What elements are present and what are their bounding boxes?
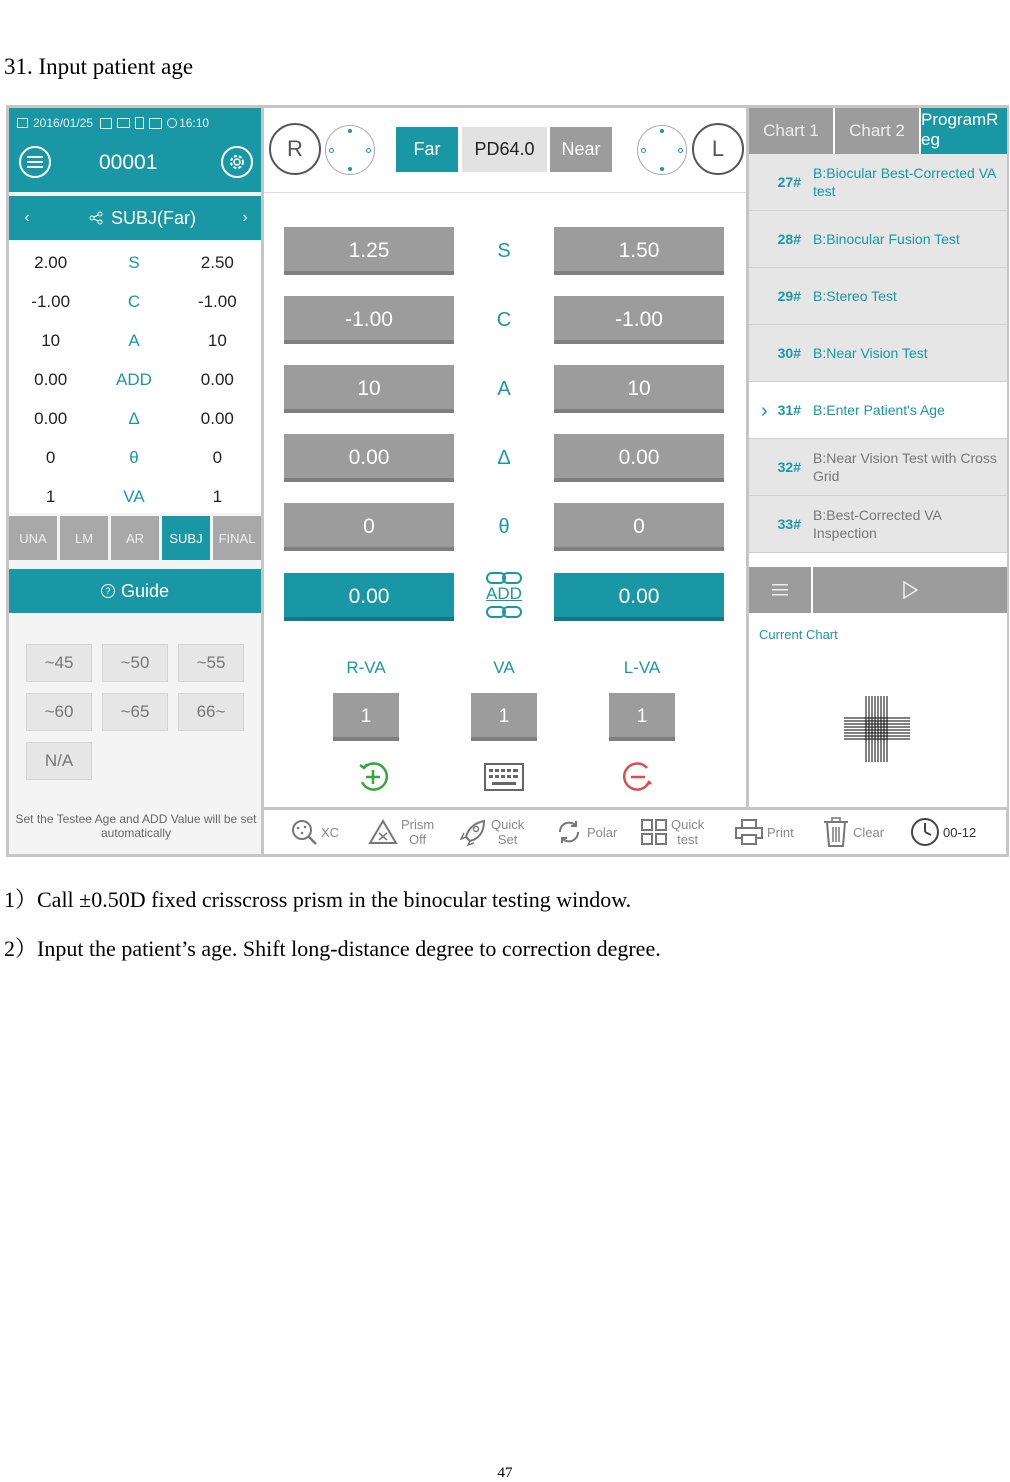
next-mode-button[interactable]: ›	[242, 209, 248, 226]
print-label: Print	[767, 824, 794, 840]
va-label: VA	[493, 658, 515, 677]
cross-grid-chart	[844, 696, 910, 762]
increase-button[interactable]	[356, 760, 390, 794]
tab-ar[interactable]: AR	[111, 516, 159, 560]
play-icon	[902, 581, 918, 599]
table-row: -1.00 C -1.00	[31, 291, 237, 311]
table-row: 0 θ 0	[45, 447, 223, 467]
table-row: 10 A 10	[41, 330, 227, 350]
left-value-table	[9, 241, 261, 513]
chart-play-button[interactable]	[813, 567, 1007, 613]
s-right-button[interactable]: 1.25	[284, 227, 454, 275]
prism-right-button[interactable]: 0.00	[284, 434, 454, 482]
gear-icon	[228, 153, 246, 171]
age-button[interactable]: ~50	[102, 644, 168, 682]
clock-icon	[167, 118, 177, 128]
clear-tool[interactable]	[822, 810, 884, 854]
table-row: 1 VA 1	[45, 486, 223, 506]
keyboard-icon	[484, 763, 524, 791]
age-button[interactable]: ~60	[26, 693, 92, 731]
age-grid	[9, 616, 261, 816]
step-2-text: 2）Input the patient’s age. Shift long-distance degree to correction degree.	[4, 936, 661, 961]
chart-menu-button[interactable]	[749, 567, 811, 613]
pd-value[interactable]: PD64.0	[462, 127, 547, 172]
table-row: 0.00 ADD 0.00	[34, 369, 234, 389]
prism-label-1: Prism	[401, 817, 435, 832]
guide-title: Guide	[120, 580, 170, 601]
tab-final[interactable]: FINAL	[213, 516, 261, 560]
c-right-button[interactable]: -1.00	[284, 296, 454, 344]
theta-left-button[interactable]: 0	[554, 503, 724, 551]
status-time: 16:10	[179, 116, 210, 130]
chart-tabs	[749, 108, 1007, 154]
calendar-icon	[17, 118, 28, 128]
refresh-icon	[554, 817, 584, 847]
tab-chart-1[interactable]: Chart 1	[749, 108, 833, 154]
clear-label: Clear	[853, 824, 885, 840]
link-icon	[486, 606, 522, 618]
screen-icon	[149, 118, 162, 129]
a-left-button[interactable]: 10	[554, 365, 724, 413]
chevron-right-icon: ›	[761, 400, 768, 422]
menu-icon	[27, 156, 43, 168]
l-va-label: L-VA	[623, 658, 661, 677]
list-item[interactable]: 32# B:Near Vision Test with Cross Grid	[749, 439, 1007, 496]
s-left-button[interactable]: 1.50	[554, 227, 724, 275]
keyboard-button[interactable]	[484, 762, 524, 792]
add-label: ADD	[486, 584, 522, 603]
plus-circle-icon	[356, 760, 390, 794]
tab-subj[interactable]: SUBJ	[162, 516, 210, 560]
mode-title: SUBJ(Far)	[111, 207, 196, 228]
app-screenshot	[6, 105, 1009, 857]
top-control-bar	[264, 108, 746, 193]
calculator-icon	[135, 117, 144, 129]
patient-id: 00001	[99, 151, 158, 174]
quick-set-tool[interactable]	[458, 810, 524, 854]
list-item[interactable]: 29# B:Stereo Test	[749, 268, 1007, 325]
far-button[interactable]: Far	[396, 127, 458, 172]
prism-label: Δ	[497, 446, 511, 469]
printer-icon	[734, 818, 764, 846]
settings-button[interactable]	[221, 146, 253, 178]
timer-tool[interactable]	[910, 810, 976, 854]
xc-label: XC	[321, 824, 340, 840]
table-row: 0.00 Δ 0.00	[34, 408, 234, 428]
mode-tabs	[9, 516, 261, 560]
minus-circle-icon	[621, 760, 655, 794]
quick-set-label-2: Set	[497, 832, 518, 847]
menu-icon	[772, 584, 788, 596]
quick-test-label-1: Quick	[671, 817, 705, 832]
age-button[interactable]: ~65	[102, 693, 168, 731]
list-item[interactable]: 33# B:Best-Corrected VA Inspection	[749, 496, 1007, 553]
tab-una[interactable]: UNA	[9, 516, 57, 560]
left-pane	[9, 108, 261, 854]
prev-mode-button[interactable]: ‹	[24, 209, 30, 226]
header-bar	[9, 108, 261, 192]
decrease-button[interactable]	[621, 760, 655, 794]
quick-set-label-1: Quick	[491, 817, 525, 832]
add-link-control[interactable]	[464, 570, 544, 624]
clock-icon	[910, 817, 940, 847]
l-va-button[interactable]: 1	[609, 693, 675, 741]
page-number: 47	[497, 1465, 513, 1481]
print-tool[interactable]	[734, 810, 794, 854]
age-button[interactable]: 66~	[178, 693, 244, 731]
polar-label: Polar	[587, 824, 618, 840]
bottom-toolbar	[264, 810, 1006, 854]
list-item[interactable]: 30# B:Near Vision Test	[749, 325, 1007, 382]
guide-header	[9, 569, 261, 613]
left-eye-direction-pad[interactable]	[637, 125, 687, 175]
list-item[interactable]: 27# B:Biocular Best-Corrected VA test	[749, 154, 1007, 211]
right-eye-button[interactable]: R	[269, 123, 321, 175]
triangle-icon	[368, 819, 398, 845]
a-right-button[interactable]: 10	[284, 365, 454, 413]
right-pane	[749, 108, 1007, 807]
quick-test-tool[interactable]	[640, 810, 704, 854]
mode-title-bar	[9, 196, 261, 240]
menu-button[interactable]	[19, 146, 51, 178]
table-row: 2.00 S 2.50	[34, 252, 234, 272]
chart-list	[749, 154, 1007, 554]
add-right-button[interactable]: 0.00	[284, 573, 454, 621]
r-va-button[interactable]: 1	[333, 693, 399, 741]
tab-chart-2[interactable]: Chart 2	[835, 108, 919, 154]
grid-icon	[640, 818, 668, 846]
center-pane	[264, 108, 746, 807]
list-item-selected[interactable]: › 31# B:Enter Patient's Age	[749, 382, 1007, 439]
tab-program-reg[interactable]: ProgramReg	[921, 108, 1007, 154]
magnifier-icon	[290, 818, 318, 846]
left-eye-button[interactable]: L	[692, 123, 744, 175]
age-button[interactable]: ~45	[26, 644, 92, 682]
va-button[interactable]: 1	[471, 693, 537, 741]
polar-tool[interactable]	[554, 810, 617, 854]
share-icon	[89, 211, 103, 225]
theta-right-button[interactable]: 0	[284, 503, 454, 551]
chart-controls	[749, 567, 1007, 613]
device-icon	[100, 118, 112, 129]
s-label: S	[497, 239, 511, 262]
status-date: 2016/01/25	[33, 116, 94, 130]
trash-icon	[822, 816, 850, 848]
theta-label: θ	[498, 515, 510, 538]
r-va-label: R-VA	[346, 658, 386, 677]
rocket-icon	[458, 817, 488, 847]
status-bar	[17, 115, 257, 131]
link-icon	[486, 572, 522, 584]
right-eye-direction-pad[interactable]	[325, 125, 375, 175]
c-left-button[interactable]: -1.00	[554, 296, 724, 344]
help-icon: ?	[101, 584, 115, 598]
c-label: C	[496, 308, 512, 331]
current-chart-label: Current Chart	[759, 627, 838, 642]
age-button[interactable]: ~55	[178, 644, 244, 682]
xc-tool[interactable]	[290, 810, 339, 854]
near-button[interactable]: Near	[550, 127, 612, 172]
guide-note: Set the Testee Age and ADD Value will be set automatically	[15, 812, 257, 840]
prism-off-tool[interactable]	[368, 810, 434, 854]
list-item[interactable]: 28# B:Binocular Fusion Test	[749, 211, 1007, 268]
prism-left-button[interactable]: 0.00	[554, 434, 724, 482]
document-heading: 31. Input patient age	[4, 54, 194, 79]
step-1-text: 1）Call ±0.50D fixed crisscross prism in the binocular testing window.	[4, 887, 632, 912]
add-left-button[interactable]: 0.00	[554, 573, 724, 621]
quick-test-label-2: test	[677, 832, 699, 847]
tab-lm[interactable]: LM	[60, 516, 108, 560]
a-label: A	[497, 377, 511, 400]
prism-label-2: Off	[409, 832, 427, 847]
monitor-icon	[117, 118, 130, 128]
timer-label: 00-12	[943, 824, 977, 840]
age-button[interactable]: N/A	[26, 742, 92, 780]
